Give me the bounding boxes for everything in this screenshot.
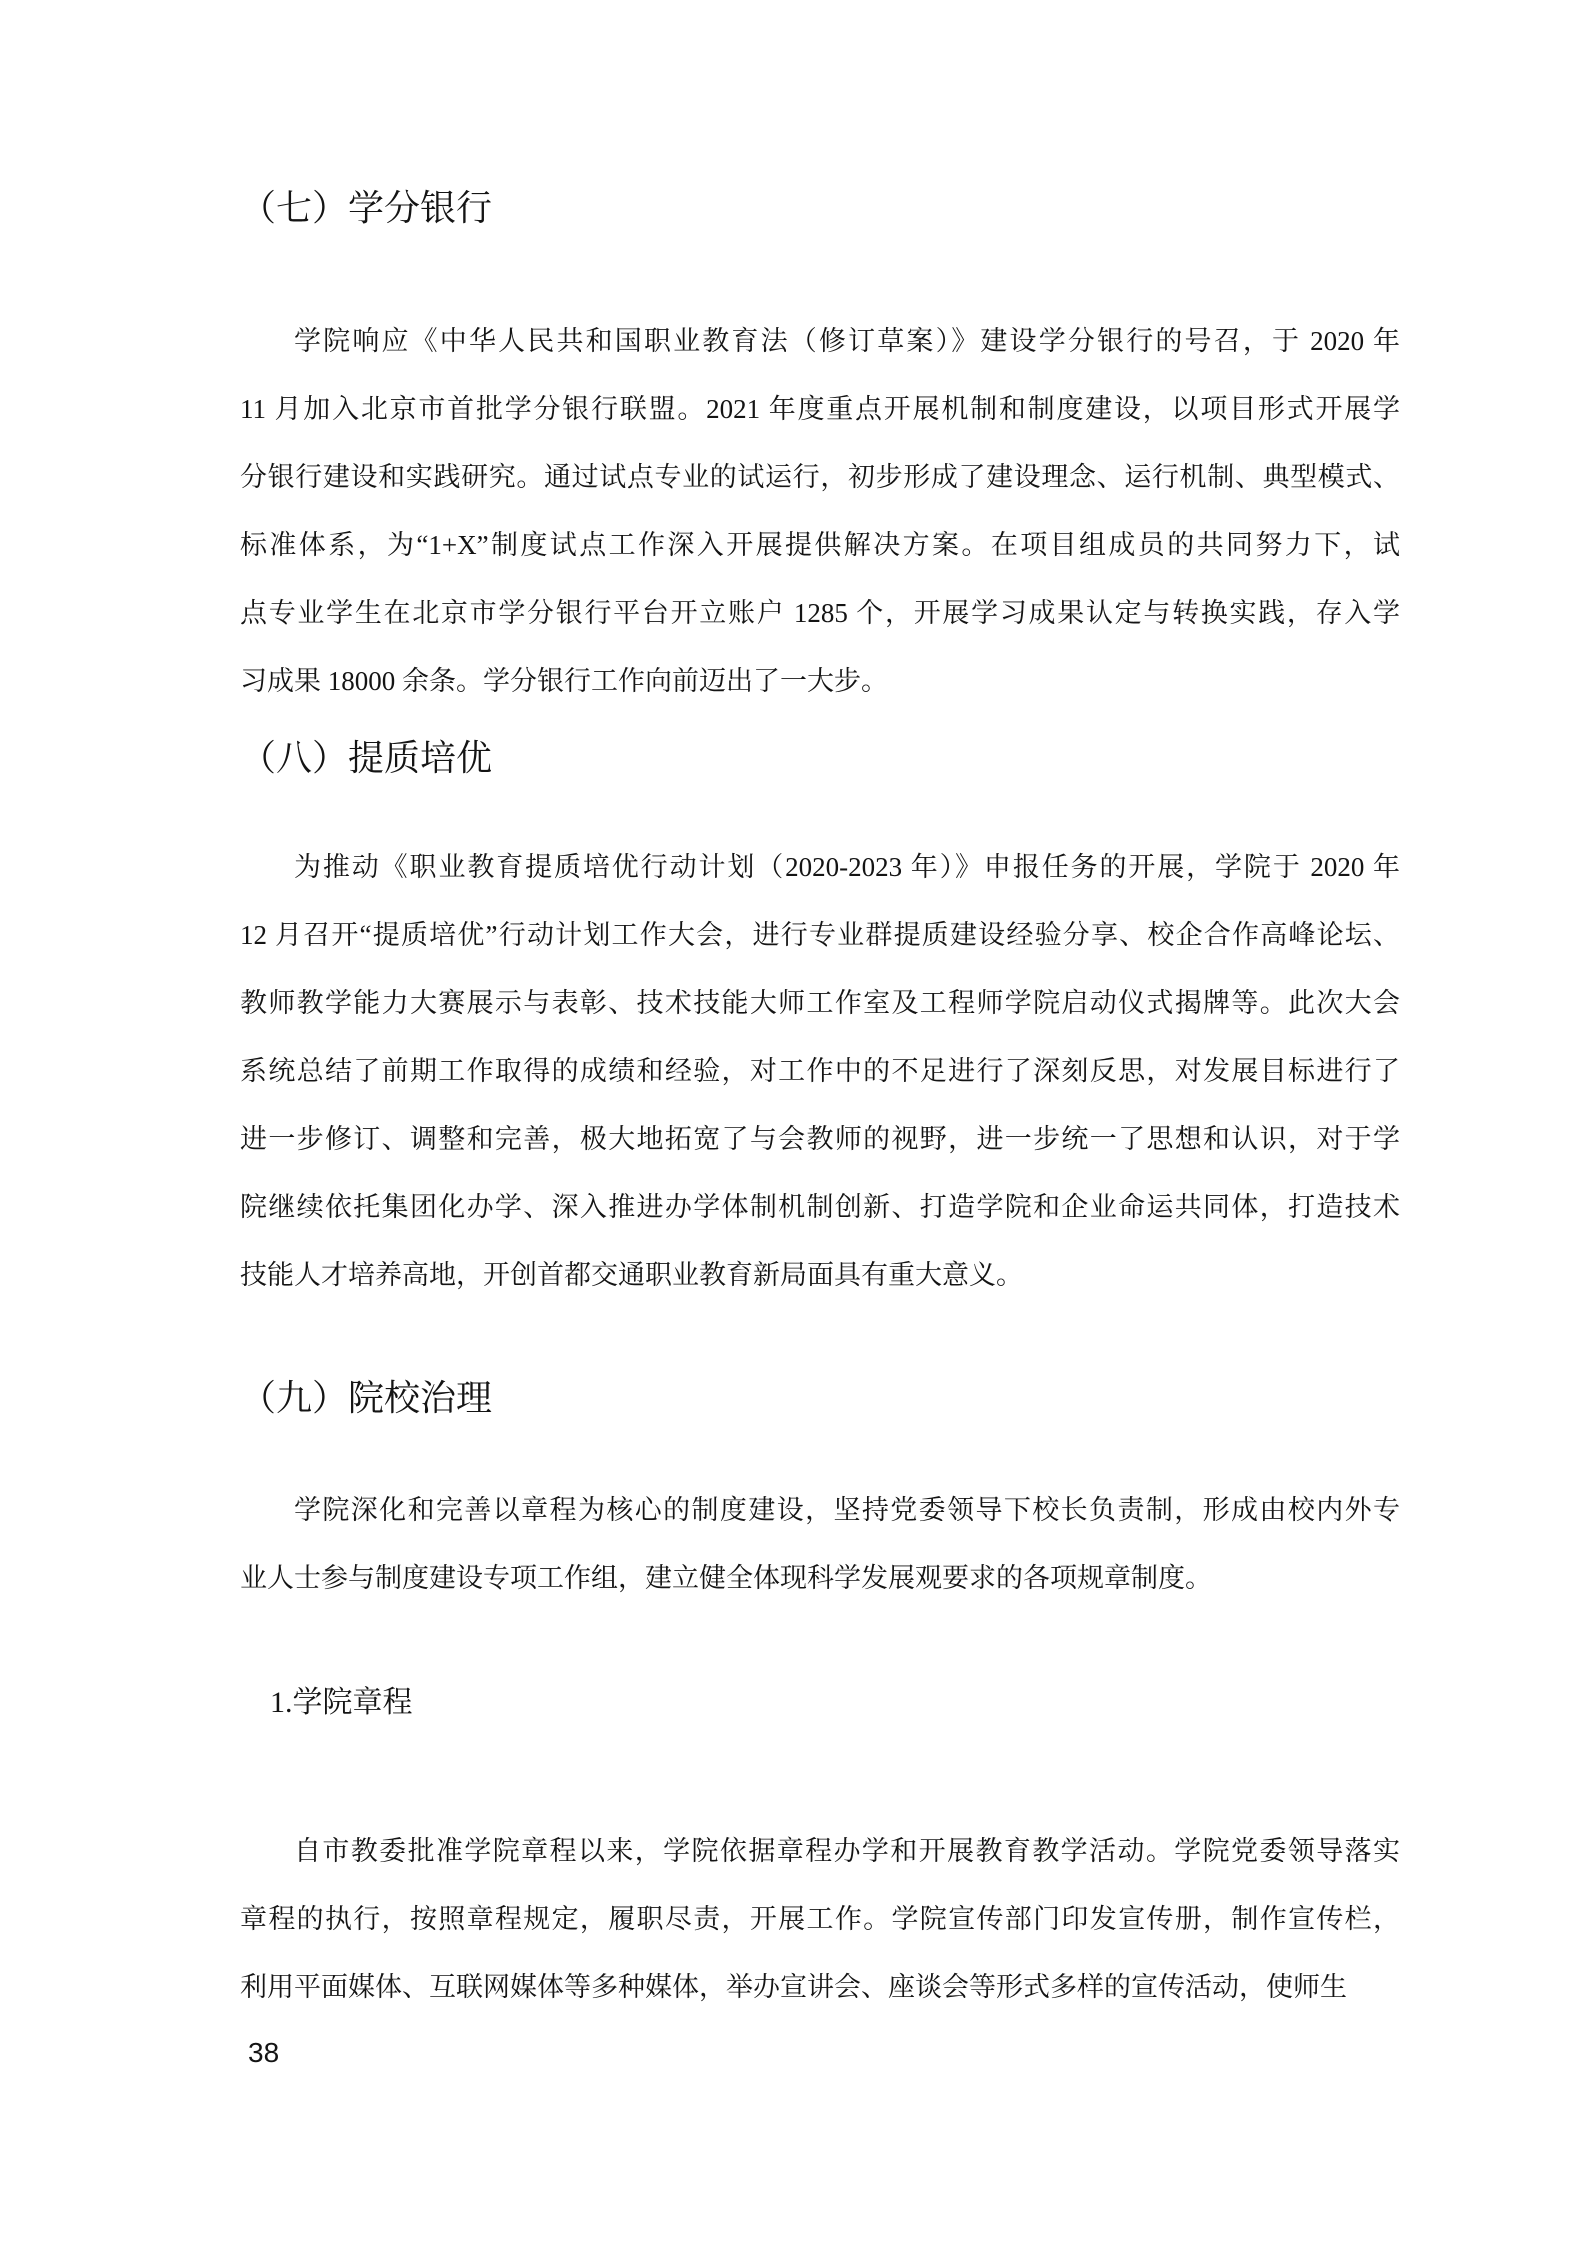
paragraph-line: 习成果 18000 余条。学分银行工作向前迈出了一大步。 (240, 666, 888, 696)
paragraph-line: 技能人才培养高地，开创首都交通职业教育新局面具有重大意义。 (240, 1260, 1023, 1290)
paragraph-line: 学院深化和完善以章程为核心的制度建设，坚持党委领导下校长负责制，形成由校内外专 (294, 1495, 1400, 1525)
sub-heading-college-charter: 1.学院章程 (270, 1686, 413, 1719)
section-heading-quality-improvement: （八）提质培优 (240, 738, 493, 778)
paragraph-line: 系统总结了前期工作取得的成绩和经验，对工作中的不足进行了深刻反思，对发展目标进行了 (240, 1056, 1400, 1086)
paragraph-line: 11 月加入北京市首批学分银行联盟。2021 年度重点开展机制和制度建设，以项目形式开展学 (240, 394, 1400, 424)
paragraph-college-charter (240, 1817, 1400, 2021)
paragraph-line: 利用平面媒体、互联网媒体等多种媒体，举办宣讲会、座谈会等形式多样的宣传活动，使师生 (240, 1972, 1347, 2002)
paragraph-line: 学院响应《中华人民共和国职业教育法（修订草案）》建设学分银行的号召，于 2020 年 (294, 326, 1400, 356)
paragraph-line: 点专业学生在北京市学分银行平台开立账户 1285 个，开展学习成果认定与转换实践，存入学 (240, 598, 1400, 628)
section-heading-governance: （九）院校治理 (240, 1378, 493, 1418)
paragraph-governance (240, 1476, 1400, 1612)
paragraph-line: 标准体系，为“1+X”制度试点工作深入开展提供解决方案。在项目组成员的共同努力下，试 (240, 530, 1400, 560)
paragraph-line: 自市教委批准学院章程以来，学院依据章程办学和开展教育教学活动。学院党委领导落实 (294, 1836, 1400, 1866)
paragraph-line: 章程的执行，按照章程规定，履职尽责，开展工作。学院宣传部门印发宣传册，制作宣传栏， (240, 1904, 1400, 1934)
paragraph-quality-improvement (240, 833, 1400, 1309)
paragraph-line: 进一步修订、调整和完善，极大地拓宽了与会教师的视野，进一步统一了思想和认识，对于学 (240, 1124, 1400, 1154)
paragraph-line: 分银行建设和实践研究。通过试点专业的试运行，初步形成了建设理念、运行机制、典型模式、 (240, 462, 1400, 492)
page-number: 38 (248, 2037, 280, 2068)
section-heading-credit-bank: （七）学分银行 (240, 188, 493, 228)
paragraph-line: 为推动《职业教育提质培优行动计划（2020-2023 年）》申报任务的开展，学院于 2020 年 (294, 852, 1400, 882)
paragraph-credit-bank (240, 307, 1400, 715)
paragraph-line: 业人士参与制度建设专项工作组，建立健全体现科学发展观要求的各项规章制度。 (240, 1563, 1212, 1593)
paragraph-line: 12 月召开“提质培优”行动计划工作大会，进行专业群提质建设经验分享、校企合作高峰论坛、 (240, 920, 1400, 950)
paragraph-line: 教师教学能力大赛展示与表彰、技术技能大师工作室及工程师学院启动仪式揭牌等。此次大会 (240, 988, 1400, 1018)
paragraph-line: 院继续依托集团化办学、深入推进办学体制机制创新、打造学院和企业命运共同体，打造技术 (240, 1192, 1400, 1222)
